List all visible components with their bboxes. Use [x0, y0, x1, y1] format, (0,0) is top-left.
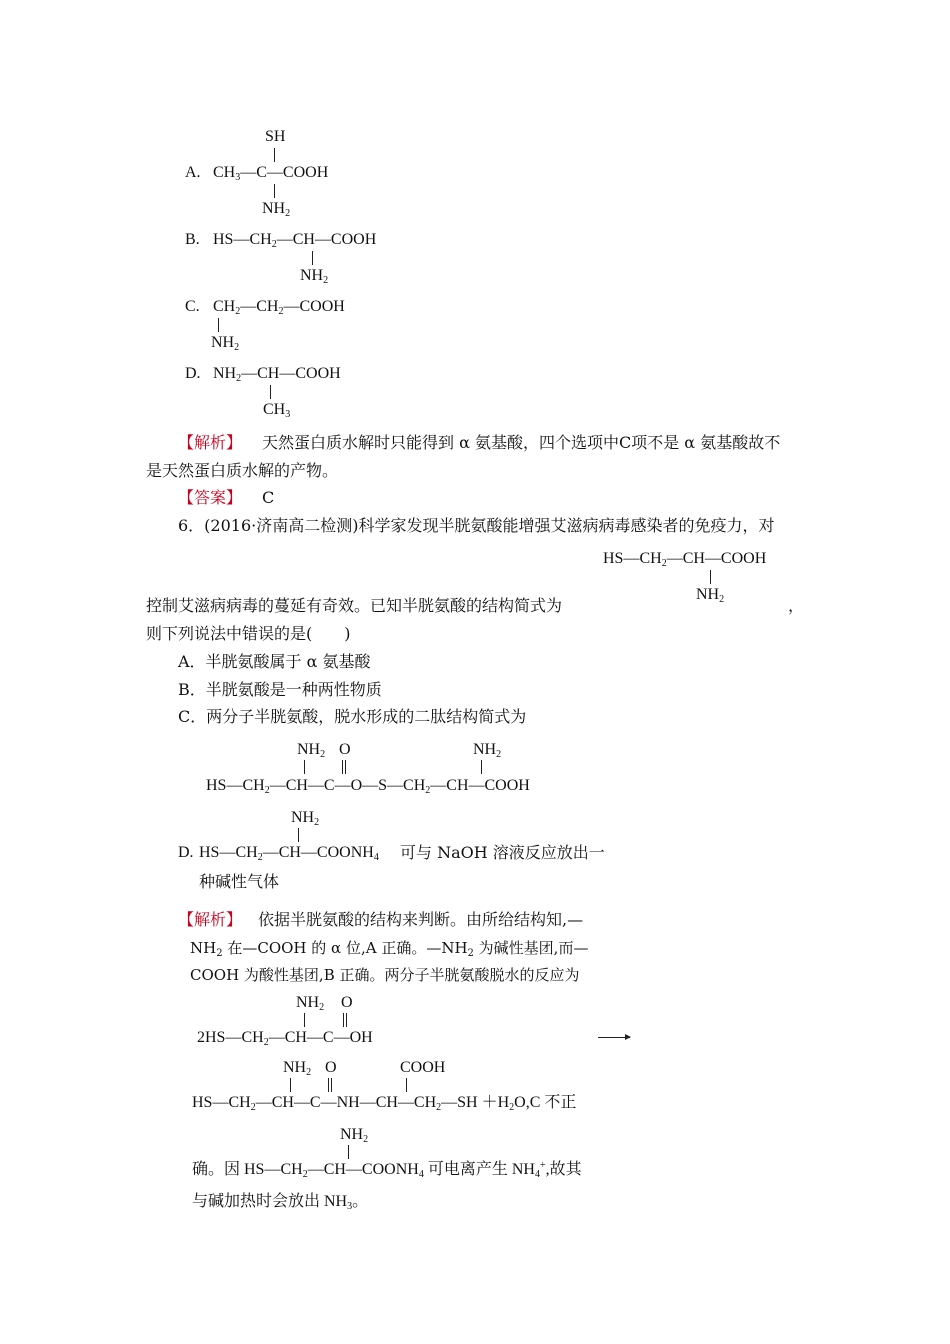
answer-value: C	[262, 488, 275, 507]
analysis-text: 天然蛋白质水解时只能得到 α 氨基酸，四个选项中C项不是 α 氨基酸故不	[262, 433, 781, 452]
rxn2-o: O	[325, 1059, 337, 1076]
optd-label: D.	[178, 844, 194, 861]
rxn1-nh2: $NH_2$	[296, 994, 325, 1013]
bond-line	[274, 148, 275, 162]
q6-option-b: B．半胱氨酸是一种两性物质	[178, 680, 382, 699]
q6-option-c: C．两分子半胱氨酸，脱水形成的二肽结构简式为	[178, 707, 527, 726]
opt-d-ch3: $CH_3$	[263, 401, 291, 420]
q6-analysis-line3: COOH 为酸性基团,B 正确。两分子半胱氨酸脱水的反应为	[190, 966, 580, 984]
q6-stem-comma: ，	[788, 596, 805, 615]
q6-analysis-line4: 确。因 $HS—CH_2—CH—COONH_4$ 可电离产生 $NH_4^+$,故其	[192, 1160, 582, 1180]
bond-line	[304, 1013, 305, 1027]
optd-nh2: $NH_2$	[291, 809, 320, 828]
double-bond	[342, 760, 346, 774]
analysis-text-2: 是天然蛋白质水解的产物。	[146, 461, 339, 480]
q6-analysis-line5: 与碱加热时会放出 $NH_3$。	[192, 1193, 369, 1212]
last-nh2: $NH_2$	[340, 1126, 369, 1145]
bond-line	[481, 760, 482, 774]
optc-nh2-1: $NH_2$	[297, 741, 326, 760]
q6-option-a: A．半胱氨酸属于 α 氨基酸	[178, 652, 371, 671]
bond-line	[290, 1078, 291, 1092]
rxn1-o: O	[341, 994, 353, 1011]
rxn1-formula: $2HS—CH_2—CH—C—OH$	[197, 1029, 373, 1048]
rxn2-cooh: COOH	[400, 1059, 446, 1076]
double-bond	[343, 1013, 347, 1027]
opt-c-label: C.	[185, 298, 200, 315]
optc-o: O	[339, 741, 351, 758]
q6-stem-line2: 控制艾滋病病毒的蔓延有奇效。已知半胱氨酸的结构简式为	[146, 596, 563, 615]
optc-formula: $HS—CH_2—CH—C—O—S—CH_2—CH—COOH$	[206, 777, 530, 796]
q6-analysis-tag: 【解析】	[178, 910, 243, 929]
opt-a-nh2: $NH_2$	[262, 200, 291, 219]
reaction-arrow	[598, 1037, 630, 1038]
optc-nh2-2: $NH_2$	[473, 741, 502, 760]
bond-line	[298, 828, 299, 842]
bond-line	[710, 570, 711, 584]
opt-a-formula: $CH_3—C—COOH$	[213, 164, 329, 183]
analysis-tag: 【解析】	[178, 433, 243, 452]
opt-a-sh: SH	[265, 128, 286, 145]
bond-line	[304, 760, 305, 774]
q6-stem-line3: 则下列说法中错误的是( )	[146, 624, 351, 643]
opt-c-formula: $CH_2—CH_2—COOH$	[213, 298, 345, 317]
optd-formula: $HS—CH_2—CH—COONH_4$	[199, 844, 379, 863]
bond-line	[270, 385, 271, 399]
q6-stem-formula: $HS—CH_2—CH—COOH$	[603, 550, 767, 569]
bond-line	[312, 251, 313, 265]
opt-a-label: A.	[185, 164, 201, 181]
opt-c-nh2: $NH_2$	[211, 334, 240, 353]
opt-d-label: D.	[185, 365, 201, 382]
rxn2-formula: $HS—CH_2—CH—C—NH—CH—CH_2—SH +H_2O,C$ 不正	[192, 1094, 577, 1113]
q6-stem-nh2: $NH_2$	[696, 586, 725, 605]
q6-analysis-line2: $NH_2$ 在—COOH 的 α 位,A 正确。$—NH_2$ 为碱性基团,而—	[190, 939, 589, 959]
optd-text: 可与 NaOH 溶液反应放出一	[400, 843, 605, 862]
answer-tag: 【答案】	[178, 488, 243, 507]
opt-d-formula: $NH_2—CH—COOH$	[213, 365, 341, 384]
q6-stem-line1: 6．(2016·济南高二检测)科学家发现半胱氨酸能增强艾滋病病毒感染者的免疫力，对	[178, 516, 775, 535]
bond-line	[218, 318, 219, 332]
rxn2-nh2: $NH_2$	[283, 1059, 312, 1078]
bond-line	[406, 1078, 407, 1092]
opt-b-label: B.	[185, 231, 200, 248]
bond-line	[348, 1145, 349, 1159]
opt-b-nh2: $NH_2$	[300, 267, 329, 286]
double-bond	[328, 1078, 332, 1092]
q6-analysis-line1: 依据半胱氨酸的结构来判断。由所给结构知,—	[258, 910, 584, 929]
opt-b-formula: $HS—CH_2—CH—COOH$	[213, 231, 377, 250]
optd-text-2: 种碱性气体	[199, 872, 280, 891]
bond-line	[274, 184, 275, 198]
